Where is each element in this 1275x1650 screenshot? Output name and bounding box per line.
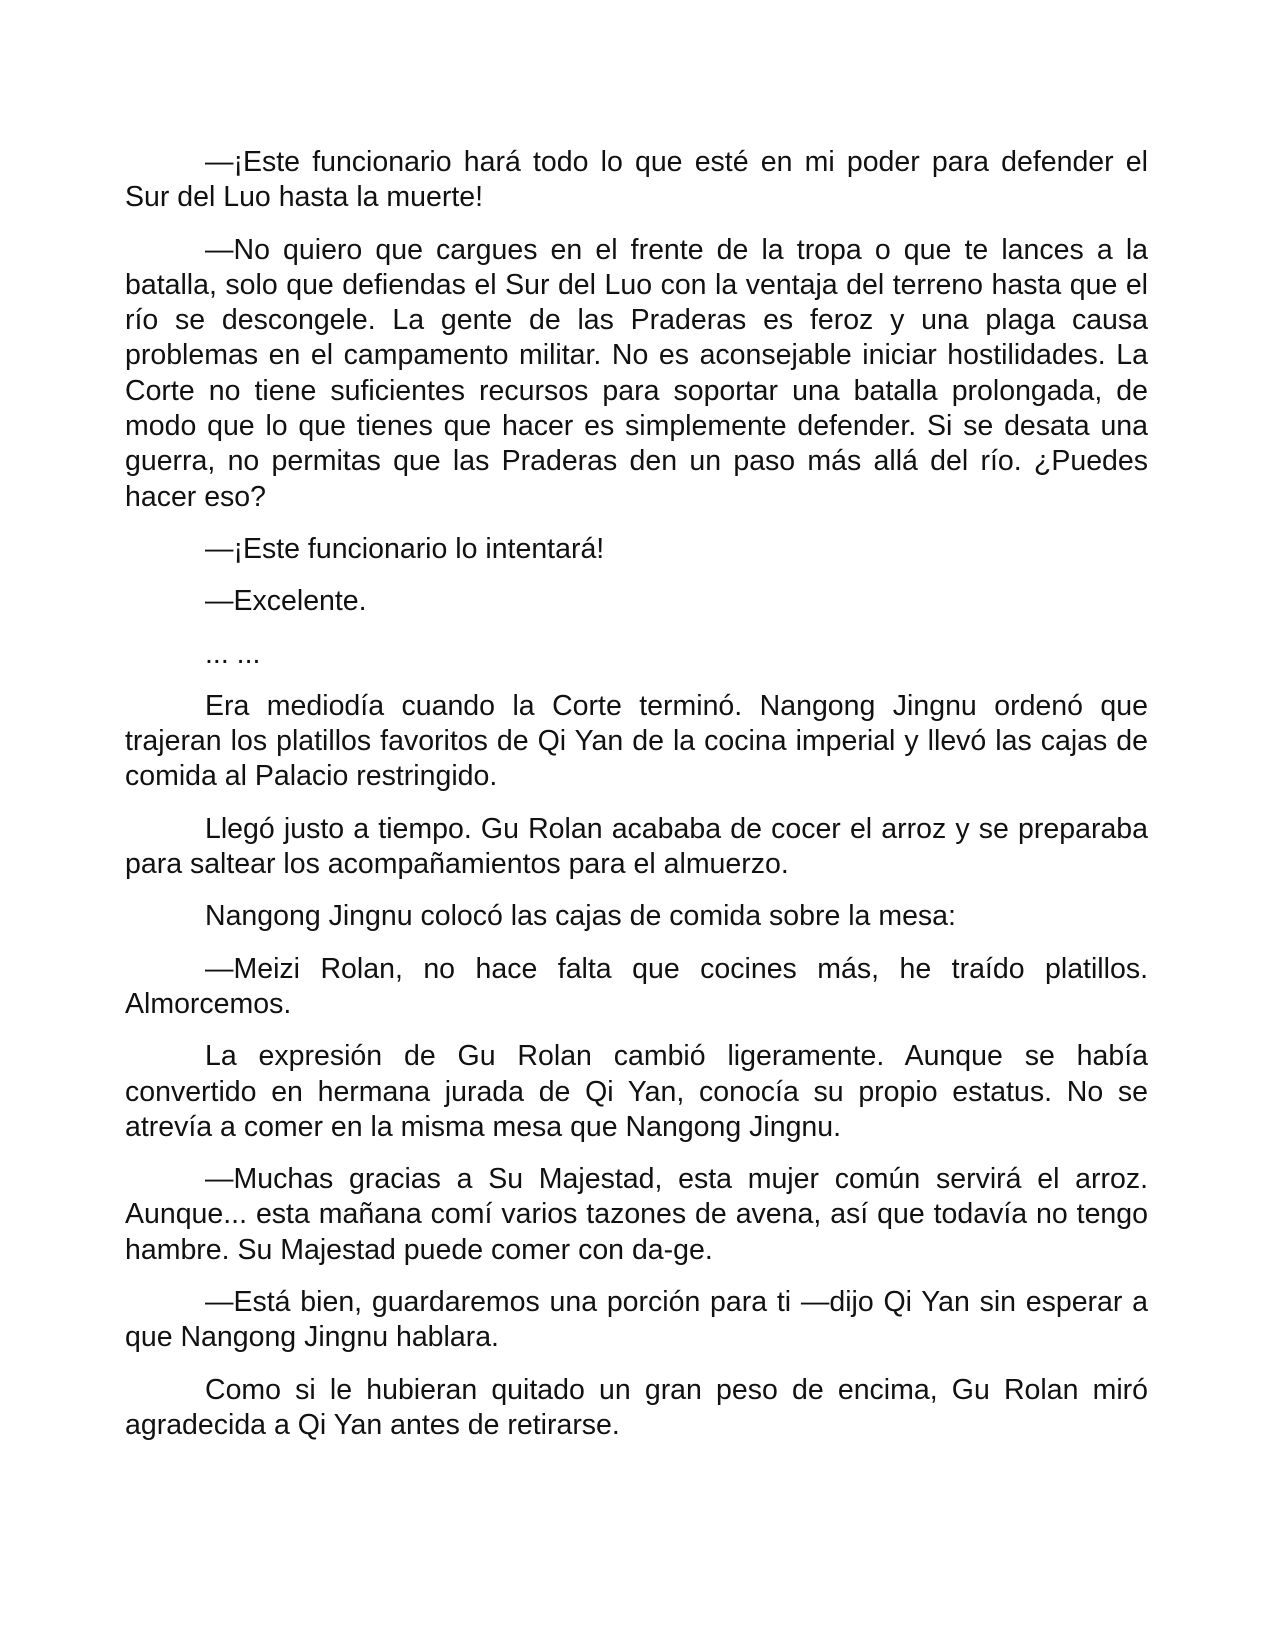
document-body bbox=[125, 145, 1148, 1460]
paragraph: —No quiero que cargues en el frente de la tropa o que te lances a la batalla, solo que defiendas el Sur del Luo con la ventaja del terreno hasta que el río se descongele. La gente de las Praderas es feroz y una plaga causa problemas en el campamento militar. No es aconsejable iniciar hostilidades. La Corte no tiene suficientes recursos para soportar una batalla prolongada, de modo que lo que tienes que hacer es simplemente defender. Si se desata una guerra, no permitas que las Praderas den un paso más allá del río. ¿Puedes hacer eso? bbox=[125, 233, 1148, 513]
paragraph: Llegó justo a tiempo. Gu Rolan acababa de cocer el arroz y se preparaba para saltear los acompañamientos para el almuerzo. bbox=[125, 812, 1148, 881]
paragraph: Como si le hubieran quitado un gran peso de encima, Gu Rolan miró agradecida a Qi Yan antes de retirarse. bbox=[125, 1373, 1148, 1441]
paragraph: La expresión de Gu Rolan cambió ligeramente. Aunque se había convertido en hermana jurada de Qi Yan, conocía su propio estatus. No se atrevía a comer en la misma mesa que Nangong Jingnu. bbox=[125, 1040, 1148, 1143]
paragraph: —Meizi Rolan, no hace falta que cocines más, he traído platillos. Almorcemos. bbox=[125, 952, 1148, 1020]
paragraph: —Está bien, guardaremos una porción para ti —dijo Qi Yan sin esperar a que Nangong Jingnu hablara. bbox=[125, 1286, 1148, 1354]
paragraph: —¡Este funcionario hará todo lo que esté en mi poder para defender el Sur del Luo hasta la muerte! bbox=[125, 146, 1148, 214]
paragraph: —Muchas gracias a Su Majestad, esta mujer común servirá el arroz. Aunque... esta mañana comí varios tazones de avena, así que todavía no tengo hambre. Su Majestad puede comer con da-ge. bbox=[125, 1163, 1148, 1266]
paragraph: Era mediodía cuando la Corte terminó. Nangong Jingnu ordenó que trajeran los platillos favoritos de Qi Yan de la cocina imperial y llevó las cajas de comida al Palacio restringido. bbox=[125, 689, 1148, 793]
paragraph: —Excelente. bbox=[205, 585, 367, 618]
scene-break: ... ... bbox=[205, 637, 261, 670]
paragraph: —¡Este funcionario lo intentará! bbox=[205, 532, 605, 565]
paragraph: Nangong Jingnu colocó las cajas de comida sobre la mesa: bbox=[205, 900, 956, 933]
